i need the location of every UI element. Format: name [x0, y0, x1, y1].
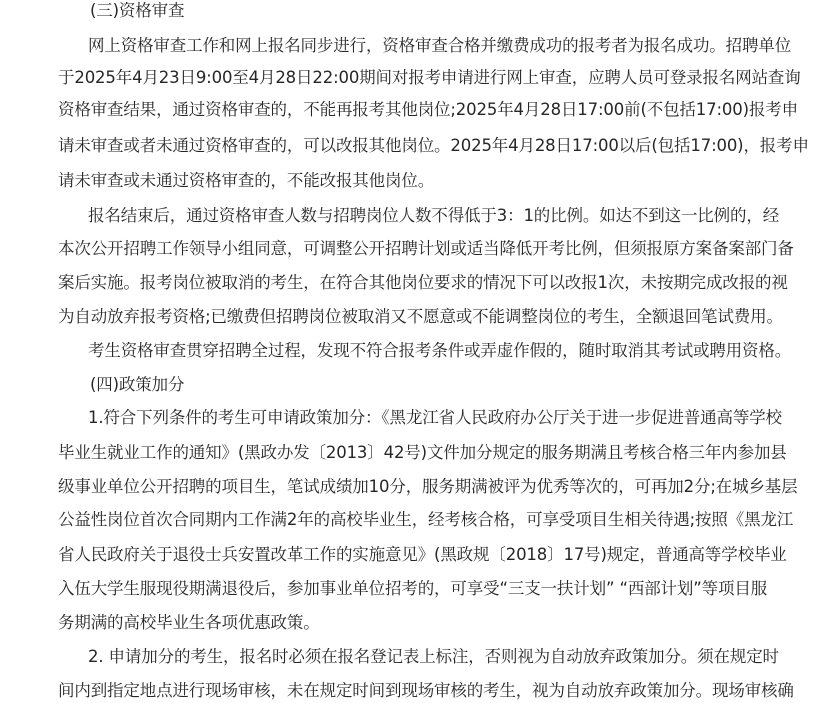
paragraph-line: 于2025年4月23日9:00至4月28日22:00期间对报考申请进行网上审查，应聘人员可登录报名网站查询 — [58, 68, 801, 87]
paragraph-line: 报名结束后，通过资格审查人数与招聘岗位人数不得低于3：1的比例。如达不到这一比例的，经 — [88, 206, 780, 225]
paragraph-line: 省人民政府关于退役士兵安置改革工作的实施意见》(黑政规〔2018〕17号)规定，普通高等学校毕业 — [58, 545, 787, 564]
section-heading-qualification-review: (三)资格审查 — [90, 1, 185, 20]
paragraph-line: 入伍大学生服现役期满退役后，参加事业单位招考的，可享受“三支一扶计划” “西部计划”等项目服 — [58, 579, 768, 598]
paragraph-line: 毕业生就业工作的通知》(黑政办发〔2013〕42号)文件加分规定的服务期满且考核合格三年内参加县 — [58, 443, 787, 462]
paragraph-line: 考生资格审查贯穿招聘全过程，发现不符合报考条件或弄虚作假的，随时取消其考试或聘用资格。 — [88, 341, 792, 360]
paragraph-line: 请未审查或未通过资格审查的，不能改报其他岗位。 — [58, 171, 435, 190]
section-heading-policy-bonus: (四)政策加分 — [90, 375, 185, 394]
paragraph-line: 2. 申请加分的考生，报名时必须在报名登记表上标注，否则视为自动放弃政策加分。须在规定时 — [88, 647, 779, 666]
paragraph-line: 务期满的高校毕业生各项优惠政策。 — [58, 613, 320, 632]
paragraph-line: 公益性岗位首次合同期内工作满2年的高校毕业生，经考核合格，可享受项目生相关待遇;按照《黑龙江 — [58, 510, 794, 529]
paragraph-line: 网上资格审查工作和网上报名同步进行，资格审查合格并缴费成功的报考者为报名成功。招聘单位 — [88, 36, 792, 55]
paragraph-line: 1.符合下列条件的考生可申请政策加分：《黑龙江省人民政府办公厅关于进一步促进普通高等学校 — [88, 408, 782, 427]
paragraph-line: 间内到指定地点进行现场审核，未在规定时间到现场审核的考生，视为自动放弃政策加分。现场审核确 — [58, 681, 794, 700]
paragraph-line: 本次公开招聘工作领导小组同意，可调整公开招聘计划或适当降低开考比例，但须报原方案备案部门备 — [58, 239, 794, 258]
paragraph-line: 案后实施。报考岗位被取消的考生，在符合其他岗位要求的情况下可以改报1次，未按期完成改报的视 — [58, 273, 788, 292]
paragraph-line: 级事业单位公开招聘的项目生，笔试成绩加10分，服务期满被评为优秀等次的，可再加2分;在城乡基层 — [58, 477, 798, 496]
paragraph-line: 为自动放弃报考资格;已缴费但招聘岗位被取消又不愿意或不能调整岗位的考生，全额退回笔试费用。 — [58, 307, 783, 326]
paragraph-line: 请未审查或者未通过资格审查的，可以改报其他岗位。2025年4月28日17:00以后(包括17:00)，报考申 — [58, 136, 809, 155]
paragraph-line: 资格审查结果，通过资格审查的，不能再报考其他岗位;2025年4月28日17:00前(不包括17:00)报考申 — [58, 100, 798, 119]
